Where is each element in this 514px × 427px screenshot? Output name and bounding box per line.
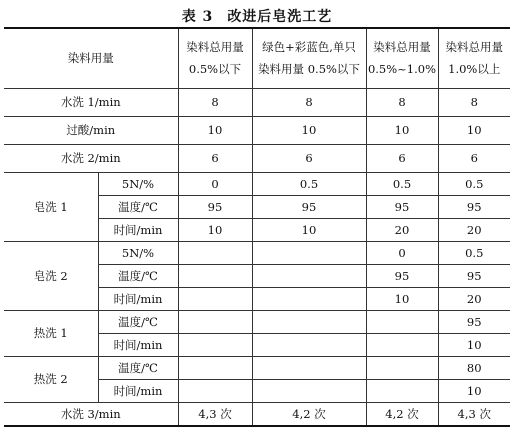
step-label: 水洗 2/min [4, 144, 178, 172]
table-row [4, 310, 510, 333]
cell: 0 [178, 172, 252, 195]
cell: 4,2 次 [366, 402, 438, 426]
step-label: 过酸/min [4, 116, 178, 144]
table-title: 改进后皂洗工艺 [227, 9, 333, 25]
param-label: 温度/℃ [98, 356, 178, 379]
cell: 95 [178, 195, 252, 218]
cell [366, 379, 438, 402]
param-label: 时间/min [98, 379, 178, 402]
table-row [4, 88, 510, 116]
cell: 10 [252, 116, 366, 144]
cell: 95 [252, 195, 366, 218]
cell: 8 [252, 88, 366, 116]
cell: 0.5 [438, 241, 510, 264]
param-label: 时间/min [98, 287, 178, 310]
cell: 20 [366, 218, 438, 241]
cell: 6 [438, 144, 510, 172]
cell: 6 [366, 144, 438, 172]
soaping-process-table [4, 27, 510, 427]
cell [178, 287, 252, 310]
param-label: 温度/℃ [98, 310, 178, 333]
cell [366, 310, 438, 333]
cell: 10 [252, 218, 366, 241]
header-col-2: 绿色+彩蓝色,单只 染料用量 0.5%以下 [252, 28, 366, 88]
cell: 10 [438, 379, 510, 402]
table-row [4, 356, 510, 379]
cell: 10 [366, 116, 438, 144]
cell [252, 241, 366, 264]
param-label: 时间/min [98, 333, 178, 356]
cell: 4,3 次 [178, 402, 252, 426]
table-number: 表 3 [181, 9, 214, 25]
cell [366, 333, 438, 356]
cell: 10 [438, 333, 510, 356]
cell [178, 241, 252, 264]
cell: 20 [438, 287, 510, 310]
cell: 0.5 [366, 172, 438, 195]
cell: 95 [438, 264, 510, 287]
cell [252, 379, 366, 402]
param-label: 5N/% [98, 172, 178, 195]
header-col-1: 染料总用量 0.5%以下 [178, 28, 252, 88]
cell: 0.5 [438, 172, 510, 195]
step-label: 皂洗 1 [4, 172, 98, 241]
param-label: 温度/℃ [98, 195, 178, 218]
cell: 8 [438, 88, 510, 116]
cell: 8 [366, 88, 438, 116]
cell [252, 356, 366, 379]
table-row [4, 172, 510, 195]
param-label: 5N/% [98, 241, 178, 264]
cell: 8 [178, 88, 252, 116]
cell: 0.5 [252, 172, 366, 195]
cell: 10 [438, 116, 510, 144]
param-label: 温度/℃ [98, 264, 178, 287]
cell [252, 287, 366, 310]
table-row [4, 116, 510, 144]
cell [178, 379, 252, 402]
table-row [4, 144, 510, 172]
cell [178, 264, 252, 287]
cell: 0 [366, 241, 438, 264]
cell: 4,3 次 [438, 402, 510, 426]
cell: 20 [438, 218, 510, 241]
step-label: 水洗 1/min [4, 88, 178, 116]
cell: 80 [438, 356, 510, 379]
table-row [4, 241, 510, 264]
cell: 10 [366, 287, 438, 310]
cell: 10 [178, 218, 252, 241]
cell: 4,2 次 [252, 402, 366, 426]
cell [178, 310, 252, 333]
step-label: 水洗 3/min [4, 402, 178, 426]
cell [252, 310, 366, 333]
header-col-4: 染料总用量 1.0%以上 [438, 28, 510, 88]
header-col-3: 染料总用量 0.5%~1.0% [366, 28, 438, 88]
table-row [4, 402, 510, 426]
cell [366, 356, 438, 379]
step-label: 热洗 2 [4, 356, 98, 402]
header-row [4, 28, 510, 88]
table-caption [0, 6, 514, 26]
cell: 6 [252, 144, 366, 172]
cell: 95 [438, 195, 510, 218]
cell [178, 356, 252, 379]
cell [252, 264, 366, 287]
step-label: 皂洗 2 [4, 241, 98, 310]
cell: 95 [438, 310, 510, 333]
cell [252, 333, 366, 356]
step-label: 热洗 1 [4, 310, 98, 356]
param-label: 时间/min [98, 218, 178, 241]
cell: 10 [178, 116, 252, 144]
cell: 6 [178, 144, 252, 172]
cell [178, 333, 252, 356]
cell: 95 [366, 195, 438, 218]
header-dye-amount: 染料用量 [4, 28, 178, 88]
cell: 95 [366, 264, 438, 287]
